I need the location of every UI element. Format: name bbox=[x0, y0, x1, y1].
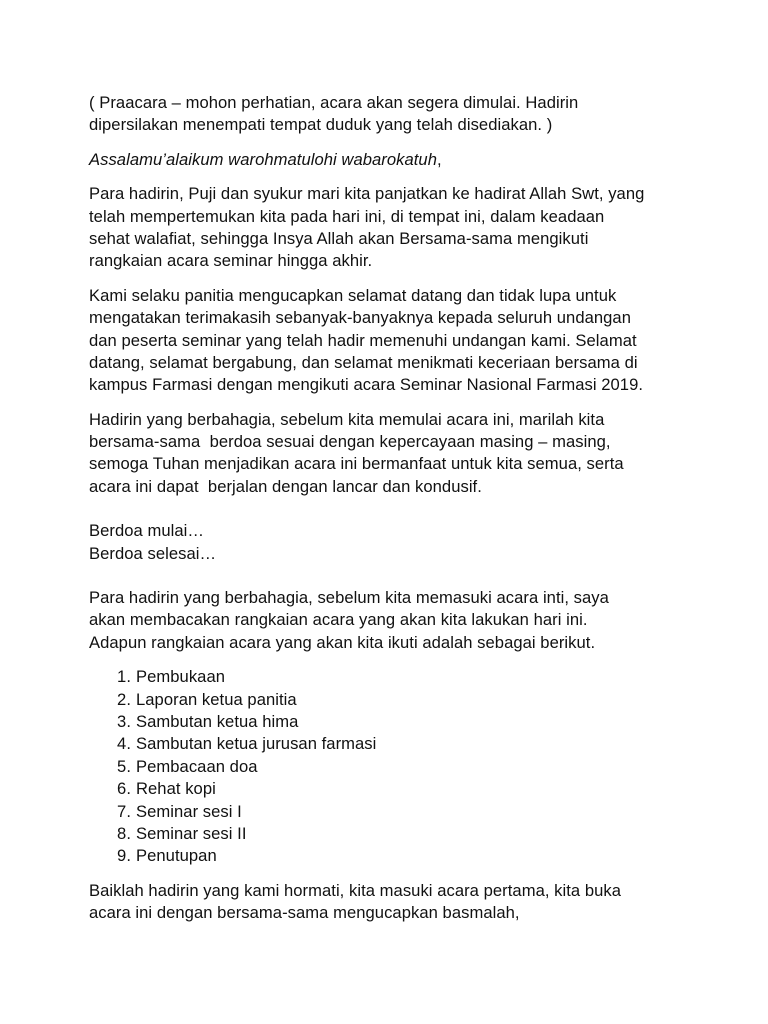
paragraph-line: Baiklah hadirin yang kami hormati, kita masuki acara pertama, kita buka bbox=[89, 880, 622, 900]
paragraph-line: sehat walafiat, sehingga Insya Allah akan Bersama-sama mengikuti bbox=[89, 228, 589, 248]
paragraph-line: Para hadirin yang berbahagia, sebelum kita memasuki acara inti, saya bbox=[89, 588, 609, 608]
paragraph-line: telah mempertemukan kita pada hari ini, di tempat ini, dalam keadaan bbox=[89, 206, 605, 226]
agenda-number: 3. bbox=[117, 711, 131, 731]
paragraph-welcome bbox=[89, 285, 689, 397]
greeting-suffix: , bbox=[436, 149, 442, 169]
agenda-text: Seminar sesi II bbox=[136, 823, 247, 843]
agenda-item bbox=[89, 666, 689, 688]
agenda-number: 1. bbox=[117, 667, 131, 687]
paragraph-opening-praise bbox=[89, 183, 689, 273]
agenda-text: Sambutan ketua jurusan farmasi bbox=[136, 734, 377, 754]
agenda-item bbox=[89, 711, 689, 733]
paragraph-line: dan peserta seminar yang telah hadir memenuhi undangan kami. Selamat bbox=[89, 330, 637, 350]
paragraph-agenda-intro bbox=[89, 587, 689, 654]
agenda-text: Laporan ketua panitia bbox=[136, 689, 297, 709]
agenda-item bbox=[89, 845, 689, 867]
document-body bbox=[89, 92, 689, 925]
agenda-number: 6. bbox=[117, 779, 131, 799]
greeting bbox=[89, 149, 689, 171]
paragraph-line: acara ini dapat berjalan dengan lancar dan kondusif. bbox=[89, 476, 482, 496]
opening-note bbox=[89, 92, 689, 137]
paragraph-line: kampus Farmasi dengan mengikuti acara Seminar Nasional Farmasi 2019. bbox=[89, 375, 644, 395]
agenda-text: Rehat kopi bbox=[136, 779, 216, 799]
agenda-number: 2. bbox=[117, 689, 131, 709]
agenda-item bbox=[89, 801, 689, 823]
agenda-item bbox=[89, 733, 689, 755]
greeting-text: Assalamu’alaikum warohmatulohi wabarokatuh bbox=[89, 149, 437, 169]
agenda-text: Penutupan bbox=[136, 846, 217, 866]
paragraph-line: datang, selamat bergabung, dan selamat menikmati keceriaan bersama di bbox=[89, 352, 638, 372]
agenda-item bbox=[89, 689, 689, 711]
prayer-start: Berdoa mulai… bbox=[89, 521, 205, 541]
paragraph-line: Adapun rangkaian acara yang akan kita ikuti adalah sebagai berikut. bbox=[89, 632, 596, 652]
agenda-number: 7. bbox=[117, 801, 131, 821]
paragraph-line: rangkaian acara seminar hingga akhir. bbox=[89, 251, 373, 271]
agenda-text: Pembacaan doa bbox=[136, 756, 258, 776]
agenda-text: Seminar sesi I bbox=[136, 801, 242, 821]
agenda-number: 5. bbox=[117, 756, 131, 776]
paragraph-line: Hadirin yang berbahagia, sebelum kita memulai acara ini, marilah kita bbox=[89, 409, 605, 429]
paragraph-line: mengatakan terimakasih sebanyak-banyaknya kepada seluruh undangan bbox=[89, 308, 631, 328]
agenda-item bbox=[89, 823, 689, 845]
agenda-number: 4. bbox=[117, 734, 131, 754]
prayer-cues bbox=[89, 520, 689, 565]
paragraph-line: Kami selaku panitia mengucapkan selamat datang dan tidak lupa untuk bbox=[89, 285, 617, 305]
agenda-item bbox=[89, 778, 689, 800]
prayer-end: Berdoa selesai… bbox=[89, 543, 217, 563]
paragraph-line: acara ini dengan bersama-sama mengucapkan basmalah, bbox=[89, 903, 520, 923]
opening-note-line: ( Praacara – mohon perhatian, acara akan segera dimulai. Hadirin bbox=[89, 93, 579, 112]
paragraph-line: bersama-sama berdoa sesuai dengan kepercayaan masing – masing, bbox=[89, 432, 611, 452]
agenda-item bbox=[89, 756, 689, 778]
paragraph-line: akan membacakan rangkaian acara yang akan kita lakukan hari ini. bbox=[89, 610, 588, 630]
agenda-text: Pembukaan bbox=[136, 667, 226, 687]
agenda-number: 9. bbox=[117, 846, 131, 866]
agenda-number: 8. bbox=[117, 823, 131, 843]
paragraph-closing bbox=[89, 880, 689, 925]
agenda-list bbox=[89, 666, 689, 868]
opening-note-line: dipersilakan menempati tempat duduk yang telah disediakan. ) bbox=[89, 115, 553, 135]
paragraph-line: Para hadirin, Puji dan syukur mari kita panjatkan ke hadirat Allah Swt, yang bbox=[89, 184, 645, 204]
paragraph-line: semoga Tuhan menjadikan acara ini bermanfaat untuk kita semua, serta bbox=[89, 454, 624, 474]
paragraph-prayer-invite bbox=[89, 409, 689, 499]
agenda-text: Sambutan ketua hima bbox=[136, 711, 299, 731]
